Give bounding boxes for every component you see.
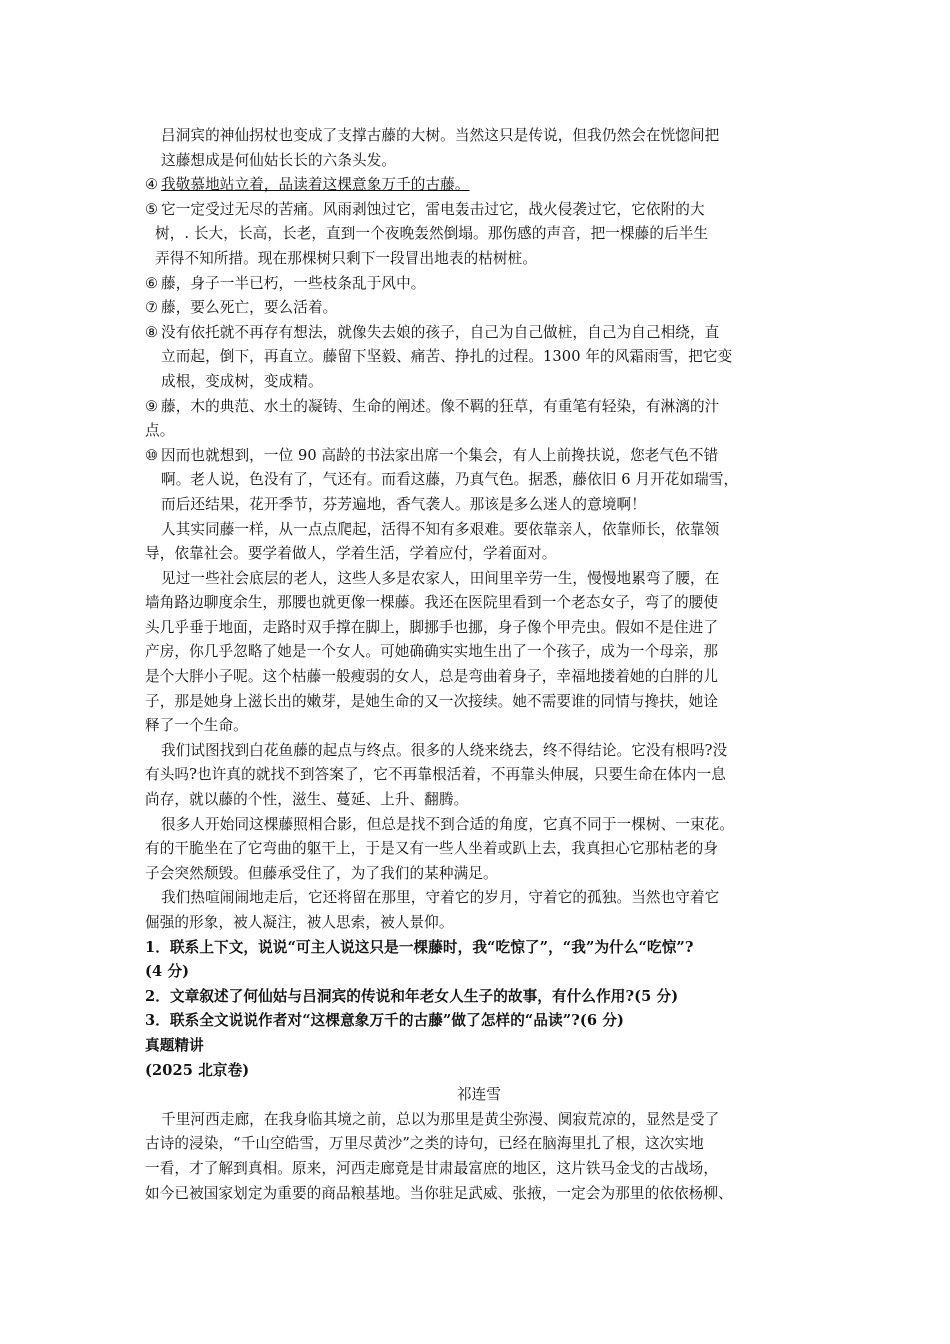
article-title (145, 1083, 813, 1108)
text-line: 古诗的浸染，“千山空皓雪，万里尽黄沙”之类的诗句，已经在脑海里扎了根，这次实地 (145, 1135, 704, 1153)
text-line: 藤，身子一半已朽，一些枝条乱于风中。 (161, 274, 426, 292)
passage2-paragraph-1 (145, 1108, 813, 1206)
text-line: 头几乎垂于地面，走路时双手撑在脚上，脚挪手也挪，身子像个甲壳虫。假如不是住进了 (145, 618, 719, 636)
text-line: 立而起，倒下，再直立。藤留下坚毅、痛苦、挣扎的过程。1300 年的风霜雨雪，把它变 (161, 348, 733, 366)
text-line: 我们热喧闹闹地走后，它还将留在那里，守着它的岁月，守着它的孤独。当然也守着它 (161, 889, 720, 907)
document-body (145, 124, 813, 1206)
paragraph-14 (145, 813, 813, 887)
question-text: 3．联系全文说说作者对“这棵意象万千的古藤”做了怎样的“品读”?(6 分) (145, 1012, 625, 1030)
paragraph-12 (145, 567, 813, 739)
paragraph-9 (145, 395, 813, 444)
exam-source (145, 1059, 813, 1084)
text-line: 成根，变成树，变成精。 (161, 372, 323, 390)
text-line: 导，依靠社会。要学着做人，学着生活，学着应付，学着面对。 (145, 545, 557, 563)
paragraph-number: ⑤ (145, 200, 159, 218)
question-text: 1．联系上下文，说说“可主人说这只是一棵藤时，我“吃惊了”，“我”为什么“吃惊”? (145, 938, 694, 956)
text-line: 一看，才了解到真相。原来，河西走廊竟是甘肃最富庶的地区，这片铁马金戈的古战场， (145, 1159, 719, 1177)
section-heading (145, 1034, 813, 1059)
paragraph-number: ⑧ (145, 323, 159, 341)
text-line: 而后还结果，花开季节，芬芳遍地，香气袭人。那该是多么迷人的意境啊！ (161, 495, 646, 513)
text-line: 藤，木的典范、水土的凝铸、生命的阐述。像不羁的狂草，有重笔有轻染，有淋漓的汁 (161, 397, 720, 415)
article-title-text: 祁连雪 (456, 1086, 502, 1104)
text-line: 如今已被国家划定为重要的商品粮基地。当你驻足武威、张掖，一定会为那里的依依杨柳、 (145, 1184, 733, 1202)
text-line: 我们试图找到白花鱼藤的起点与终点。很多的人绕来绕去，终不得结论。它没有根吗?没 (161, 741, 728, 759)
paragraph-intro (145, 124, 813, 173)
text-line: 是个大胖小子呢。这个枯藤一般瘦弱的女人，总是弯曲着身子，幸福地搂着她的白胖的儿 (145, 668, 719, 686)
text-line: 有的干脆坐在了它弯曲的躯干上，于是又有一些人坐着或趴上去，我真担心它那枯老的身 (145, 840, 719, 858)
text-line: 有头吗?也许真的就找不到答案了，它不再靠根活着，不再靠头伸展，只要生命在体内一息 (145, 766, 726, 784)
text-line: 吕洞宾的神仙拐杖也变成了支撑古藤的大树。当然这只是传说，但我仍然会在恍惚间把 (161, 127, 720, 144)
text-line: 弄得不知所措。现在那棵树只剩下一段冒出地表的枯树桩。 (155, 249, 538, 267)
paragraph-8 (145, 321, 813, 395)
underlined-sentence: 我敬慕地站立着，品读着这棵意象万千的古藤。 (161, 176, 470, 194)
text-line: 人其实同藤一样，从一点点爬起，活得不知有多艰难。要依靠亲人，依靠师长，依靠领 (161, 520, 720, 538)
paragraph-13 (145, 739, 813, 813)
text-line: 释了一个生命。 (145, 717, 248, 735)
exam-source-text: (2025 北京卷) (145, 1061, 250, 1079)
text-line: 啊。老人说，色没有了，气还有。而看这藤，乃真气色。据悉，藤依旧 6 月开花如瑞雪， (161, 471, 739, 489)
paragraph-7 (145, 296, 813, 321)
paragraph-5 (145, 198, 813, 272)
question-3 (145, 1009, 813, 1034)
paragraph-11 (145, 518, 813, 567)
text-line: 它一定受过无尽的苦痛。风雨剥蚀过它，雷电轰击过它，战火侵袭过它，它依附的大 (161, 200, 705, 218)
text-line: 子会突然颓毁。但藤承受住了，为了我们的某种满足。 (145, 864, 498, 882)
paragraph-number: ④ (145, 176, 159, 194)
paragraph-15 (145, 886, 813, 935)
text-line: 很多人开始同这棵藤照相合影，但总是找不到合适的角度，它真不同于一棵树、一束花。 (161, 815, 735, 833)
question-score: (4 分) (145, 963, 190, 981)
paragraph-number: ⑦ (145, 299, 159, 317)
text-line: 这藤想成是何仙姑长长的六条头发。 (161, 151, 397, 169)
text-line: 子，那是她身上滋长出的嫩芽，是她生命的又一次接续。她不需要谁的同情与搀扶，她诠 (145, 692, 719, 710)
text-line: 千里河西走廊，在我身临其境之前，总以为那里是黄尘弥漫、阒寂荒凉的，显然是受了 (161, 1110, 720, 1128)
paragraph-4 (145, 173, 813, 198)
text-line: 树，. 长大，长高，长老，直到一个夜晚轰然倒塌。那伤感的声音，把一棵藤的后半生 (155, 225, 709, 243)
section-heading-text: 真题精讲 (145, 1036, 204, 1054)
text-line: 藤，要么死亡，要么活着。 (161, 299, 338, 317)
text-line: 产房，你几乎忽略了她是一个女人。可她确确实实地生出了一个孩子，成为一个母亲，那 (145, 643, 719, 661)
question-text: 2．文章叙述了何仙姑与吕洞宾的传说和年老女人生子的故事，有什么作用?(5 分) (145, 987, 679, 1005)
paragraph-number: ⑩ (145, 446, 159, 464)
text-line: 见过一些社会底层的老人，这些人多是农家人，田间里辛劳一生，慢慢地累弯了腰，在 (161, 569, 720, 587)
paragraph-number: ⑥ (145, 274, 159, 292)
text-line: 没有依托就不再存有想法，就像失去娘的孩子，自己为自己做桩，自己为自己相绕，直 (161, 323, 720, 341)
text-line: 点。 (145, 422, 175, 440)
text-line: 墙角路边聊度余生，那腰也就更像一棵藤。我还在医院里看到一个老态女子，弯了的腰使 (145, 594, 719, 612)
question-1 (145, 936, 813, 985)
paragraph-number: ⑨ (145, 397, 159, 415)
question-2 (145, 985, 813, 1010)
paragraph-10 (145, 444, 813, 518)
text-line: 因而也就想到，一位 90 高龄的书法家出席一个集会，有人上前搀扶说，您老气色不错 (161, 446, 719, 464)
text-line: 尚存，就以藤的个性，滋生、蔓延、上升、翻腾。 (145, 791, 469, 809)
text-line: 倔强的形象，被人凝注，被人思索，被人景仰。 (145, 914, 454, 931)
paragraph-6 (145, 272, 813, 297)
